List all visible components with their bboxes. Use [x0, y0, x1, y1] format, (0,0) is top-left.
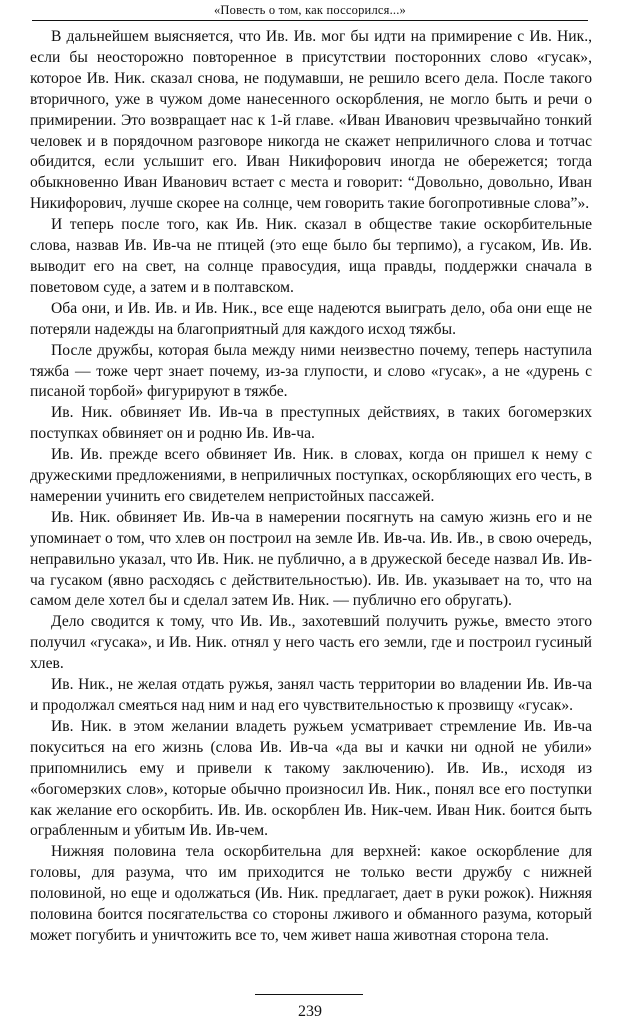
page-number: 239	[298, 1003, 322, 1020]
paragraph: Ив. Ник. в этом желании владеть ружьем усматривает стремление Ив. Ив-ча покуситься на его жизнь (слова Ив. Ив-ча «да вы и качки ни одной не убили» припомнились ему и привели к такому заключению). Ив. Ив., исходя из «богомерзких слов», которые обычно произносил Ив. Ник., понял все его поступки как желание его оскорбить. Ив. Ив. оскорблен Ив. Ник-чем. Иван Ник. боится быть ограбленным и убитым Ив. Ив-чем.	[30, 717, 592, 840]
paragraph: Ив. Ник. обвиняет Ив. Ив-ча в намерении посягнуть на самую жизнь его и не упоминает о том, что хлев он построил на земле Ив. Ив-ча. Ив. Ив., в свою очередь, неправильно указал, что Ив. Ник. не публично, а в дружеской беседе назвал Ив. Ив-ча гусаком (явно расходясь с действительностью). Ив. Ив. указывает на то, что на самом деле хотел бы и сделал затем Ив. Ник. — публично его обругать).	[30, 508, 592, 610]
paragraph: Ив. Ив. прежде всего обвиняет Ив. Ник. в словах, когда он пришел к нему с дружескими предложениями, в неприличных поступках, оскорбляющих его честь, в намерении учинить его свидетелем непристойных пассажей.	[30, 446, 592, 505]
paragraph: Дело сводится к тому, что Ив. Ив., захотевший получить ружье, вместо этого получил «гусака», и Ив. Ник. отнял у него часть его земли, где и построил гусиный хлев.	[30, 613, 592, 673]
paragraph: Нижняя половина тела оскорбительна для верхней: какое оскорбление для головы, для разума, что им приходится не только вести дружбу с нижней половиной, но еще и одолжаться (Ив. Ник. предлагает, дает в руки рожок). Нижняя половина боится посягательства со стороны лживого и обманного разума, который может погубить и уничтожить все то, чем живет наша животная сторона тела.	[30, 843, 592, 944]
paragraph: Ив. Ник. обвиняет Ив. Ив-ча в преступных действиях, в таких богомерзких поступках обвиняет он и родню Ив. Ив-ча.	[30, 404, 592, 443]
body-text	[30, 27, 592, 947]
running-head: «Повесть о том, как поссорился...»	[213, 3, 407, 17]
paragraph: И теперь после того, как Ив. Ник. сказал в обществе такие оскорбительные слова, назвав Ив. Ив-ча не птицей (это еще было бы терпимо), а гусаком, Ив. Ив. выводит его на свет, на солнце правосудия, ища правды, поддержки сначала в поветовом суде, а затем и в полтавском.	[30, 216, 592, 296]
paragraph: В дальнейшем выясняется, что Ив. Ив. мог бы идти на примирение с Ив. Ник., если бы неосторожно повторенное в присутствии посторонних слово «гусак», которое Ив. Ник. сказал снова, не подумавши, не решило всего дела. После такого вторичного, уже в чужом доме нанесенного оскорбления, не могло быть и речи о примирении. Это возвращает нас к 1-й главе. «Иван Иванович чрезвычайно тонкий человек и в порядочном разговоре никогда не скажет неприличного слова и тотчас обидится, если услышит его. Иван Никифорович иногда не обережется; тогда обыкновенно Иван Иванович встает с места и говорит: “Довольно, довольно, Иван Никифорович, лучше скорее на солнце, чем говорить такие богопротивные слова”».	[30, 28, 592, 213]
paragraph: После дружбы, которая была между ними неизвестно почему, теперь наступила тяжба — тоже черт знает почему, из-за глупости, и слово «гусак», а не «дурень с писаной торбой» фигурируют в тяжбе.	[30, 341, 592, 401]
paragraph: Оба они, и Ив. Ив. и Ив. Ник., все еще надеются выиграть дело, оба они еще не потеряли надежды на благоприятный для каждого исход тяжбы.	[30, 299, 592, 338]
paragraph: Ив. Ник., не желая отдать ружья, занял часть территории во владении Ив. Ив-ча и продолжал смеяться над ним и над его чувствительностью к прозвищу «гусак».	[30, 676, 592, 714]
footer-rule	[255, 994, 363, 995]
header-rule	[32, 20, 588, 21]
